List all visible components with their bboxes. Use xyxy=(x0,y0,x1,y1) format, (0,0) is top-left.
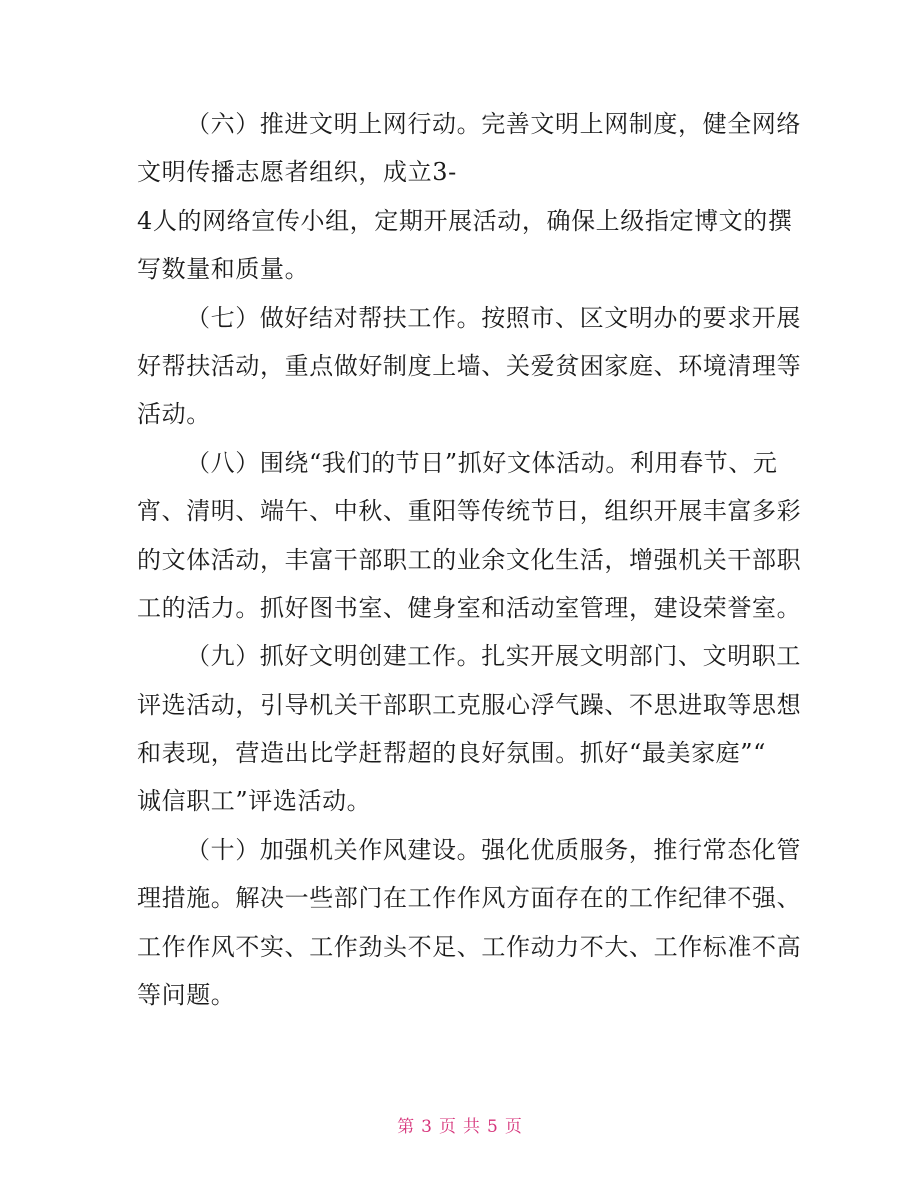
footer-prefix: 第 xyxy=(397,1117,416,1137)
text-line: 的文体活动，丰富干部职工的业余文化生活，增强机关干部职 xyxy=(137,545,802,574)
footer-total-pages: 5 xyxy=(487,1117,499,1137)
text-line: 工的活力。抓好图书室、健身室和活动室管理，建设荣誉室。 xyxy=(137,593,802,622)
text-line: 理措施。解决一些部门在工作作风方面存在的工作纪律不强、 xyxy=(137,884,802,913)
paragraph-10 xyxy=(137,826,802,1020)
paragraph-7 xyxy=(137,294,802,439)
document-body xyxy=(137,100,802,1019)
text-line: 和表现，营造出比学赶帮超的良好氛围。抓好“最美家庭”“ xyxy=(137,739,767,768)
text-line: 文明传播志愿者组织，成立3- xyxy=(137,158,457,187)
text-line: （九）抓好文明创建工作。扎实开展文明部门、文明职工 xyxy=(186,642,801,671)
paragraph-8 xyxy=(137,439,802,633)
text-line: 4人的网络宣传小组，定期开展活动，确保上级指定博文的撰 xyxy=(137,206,793,235)
text-line: 等问题。 xyxy=(137,981,236,1010)
paragraph-9 xyxy=(137,632,802,826)
footer-page-label: 页 xyxy=(439,1117,457,1137)
paragraph-6 xyxy=(137,100,801,294)
text-line: 评选活动，引导机关干部职工克服心浮气躁、不思进取等思想 xyxy=(137,690,802,719)
text-line: 好帮扶活动，重点做好制度上墙、关爱贫困家庭、环境清理等 xyxy=(137,351,802,380)
footer-total-prefix: 共 xyxy=(463,1117,481,1137)
text-line: 工作作风不实、工作劲头不足、工作动力不大、工作标准不高 xyxy=(137,932,802,961)
page-number-footer xyxy=(0,1112,920,1137)
text-line: （十）加强机关作风建设。强化优质服务，推行常态化管 xyxy=(186,835,801,864)
text-line: （八）围绕“我们的节日”抓好文体活动。利用春节、元 xyxy=(186,448,778,477)
footer-total-label: 页 xyxy=(504,1117,523,1137)
text-line: （六）推进文明上网行动。完善文明上网制度，健全网络 xyxy=(186,110,801,138)
text-line: 诚信职工”评选活动。 xyxy=(137,787,372,816)
text-line: 活动。 xyxy=(137,400,211,429)
text-line: （七）做好结对帮扶工作。按照市、区文明办的要求开展 xyxy=(186,303,801,332)
text-line: 写数量和质量。 xyxy=(137,255,310,284)
footer-current-page: 3 xyxy=(421,1117,433,1137)
text-line: 宵、清明、端午、中秋、重阳等传统节日，组织开展丰富多彩 xyxy=(137,497,802,526)
